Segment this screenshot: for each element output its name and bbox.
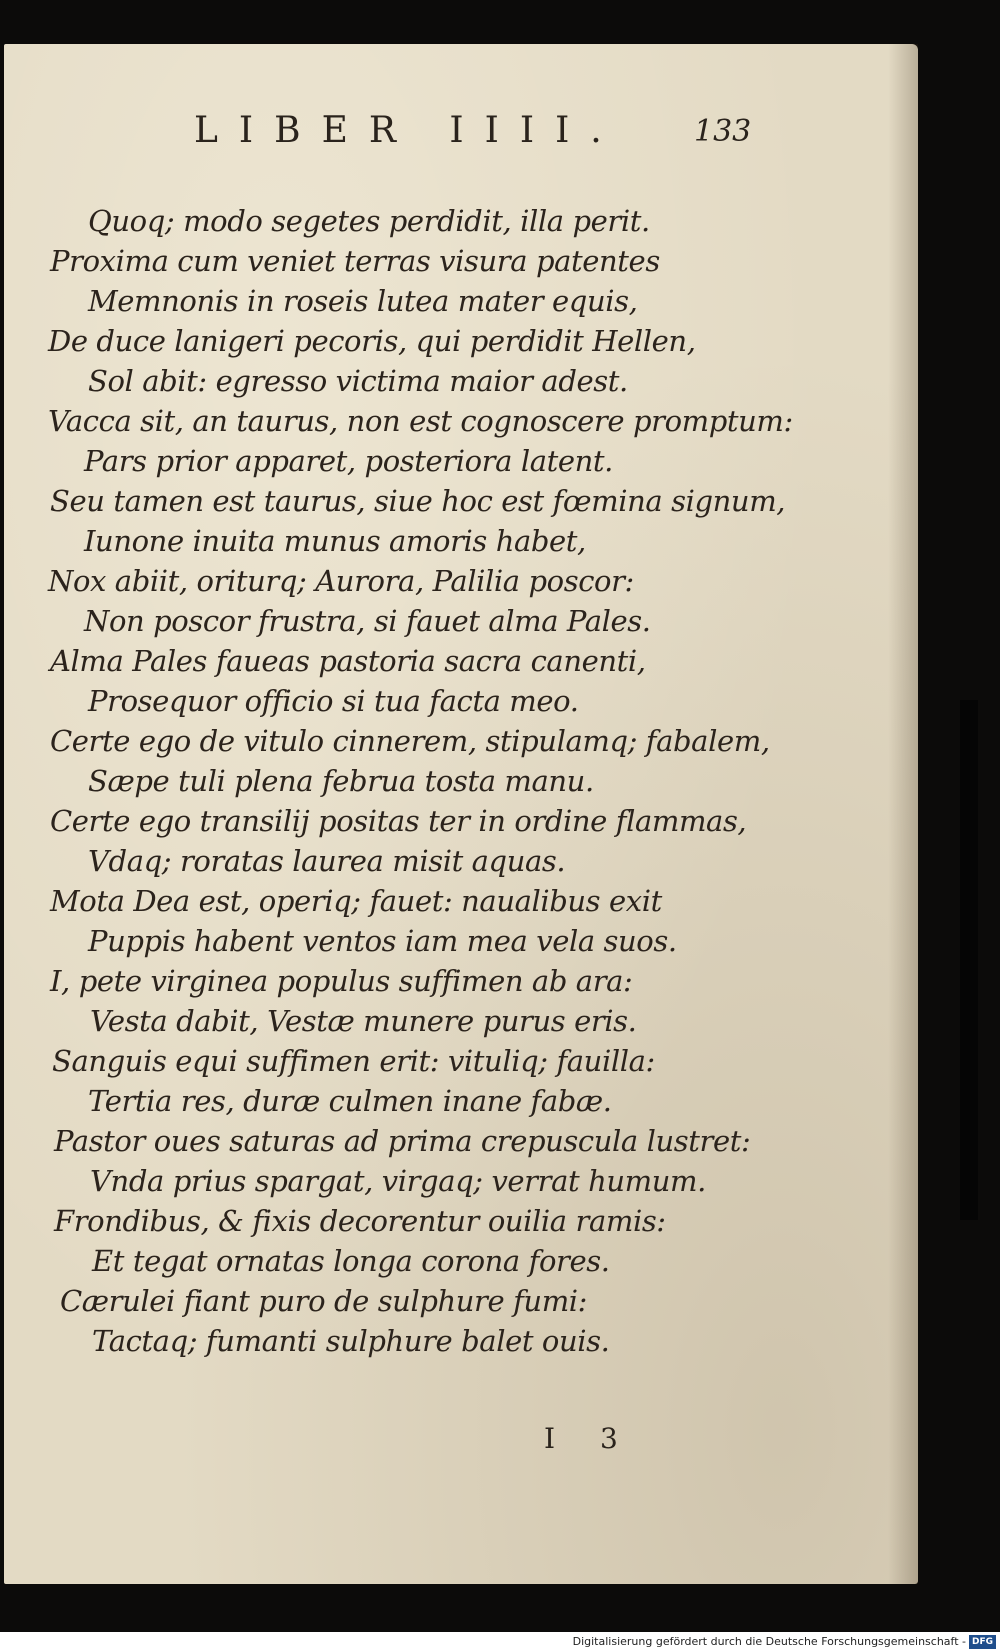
verse-line: Quoq; modo segetes perdidit, illa perit.	[88, 204, 650, 238]
dfg-logo-icon: DFG	[969, 1635, 996, 1649]
book-page	[4, 44, 918, 1584]
page-header	[4, 110, 918, 160]
verse-line: Vesta dabit, Vestæ munere purus eris.	[90, 1004, 637, 1038]
verse-line: Tactaq; fumanti sulphure balet ouis.	[92, 1324, 610, 1358]
verse-line: Proxima cum veniet terras visura patentes	[50, 244, 660, 278]
verse-line: Memnonis in roseis lutea mater equis,	[88, 284, 638, 318]
verse-line: Certe ego transilij positas ter in ordine flammas,	[50, 804, 747, 838]
verse-line: Vacca sit, an taurus, non est cognoscere promptum:	[48, 404, 793, 438]
verse-line: Sæpe tuli plena februa tosta manu.	[88, 764, 594, 798]
scan-edge	[960, 700, 978, 1220]
verse-line: Nox abiit, oriturq; Aurora, Palilia poscor:	[48, 564, 634, 598]
verse-line: Pars prior apparet, posteriora latent.	[84, 444, 613, 478]
verse-line: Cærulei fiant puro de sulphure fumi:	[60, 1284, 588, 1318]
verse-line: Non poscor frustra, si fauet alma Pales.	[84, 604, 651, 638]
verse-line: Sol abit: egresso victima maior adest.	[88, 364, 628, 398]
verse-line: Pastor oues saturas ad prima crepuscula lustret:	[54, 1124, 751, 1158]
verse-line: Vdaq; roratas laurea misit aquas.	[88, 844, 566, 878]
page-number: 133	[694, 114, 752, 149]
verse-line: I, pete virginea populus suffimen ab ara:	[50, 964, 633, 998]
verse-line: Et tegat ornatas longa corona fores.	[92, 1244, 610, 1278]
verse-line: Iunone inuita munus amoris habet,	[84, 524, 586, 558]
signature-mark: I 3	[544, 1422, 636, 1455]
verse-line: Seu tamen est taurus, siue hoc est fœmina signum,	[50, 484, 786, 518]
verse-line: Prosequor officio si tua facta meo.	[88, 684, 579, 718]
verse-line: Certe ego de vitulo cinnerem, stipulamq; fabalem,	[50, 724, 770, 758]
verse-line: Puppis habent ventos iam mea vela suos.	[88, 924, 677, 958]
funding-credit: Digitalisierung gefördert durch die Deutsche Forschungsgemeinschaft -	[572, 1635, 966, 1648]
verse-line: Frondibus, & fixis decorentur ouilia ramis:	[54, 1204, 666, 1238]
verse-line: Tertia res, duræ culmen inane fabæ.	[88, 1084, 612, 1118]
verse-line: Sanguis equi suffimen erit: vituliq; fauilla:	[52, 1044, 655, 1078]
footer-bar	[0, 1632, 1000, 1652]
verse-line: De duce lanigeri pecoris, qui perdidit Hellen,	[48, 324, 696, 358]
running-title: LIBER IIII.	[194, 110, 623, 151]
page-edge-shadow	[888, 44, 918, 1584]
verse-line: Vnda prius spargat, virgaq; verrat humum.	[90, 1164, 706, 1198]
verse-line: Alma Pales faueas pastoria sacra canenti,	[50, 644, 646, 678]
verse-line: Mota Dea est, operiq; fauet: naualibus exit	[50, 884, 662, 918]
